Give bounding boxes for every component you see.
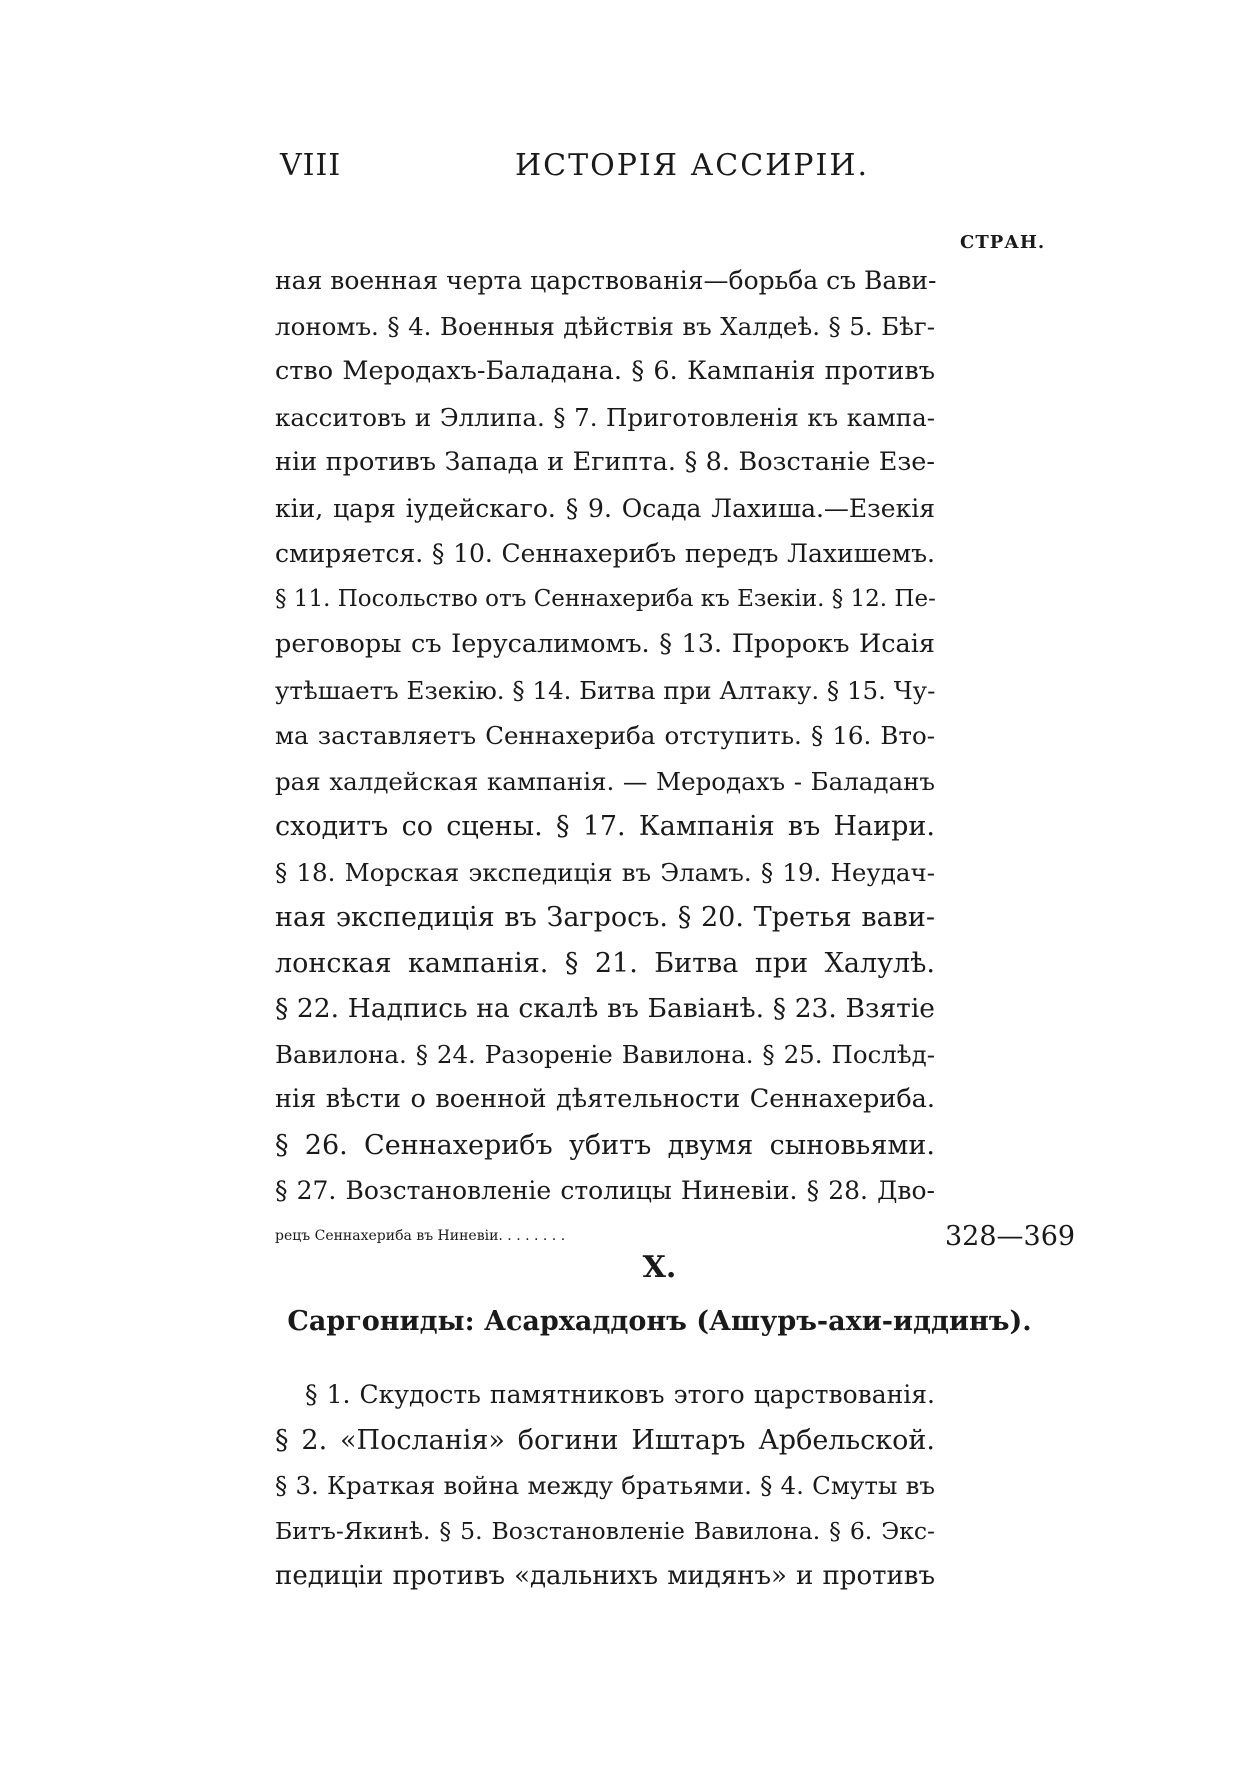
toc-line: нія вѣсти о военной дѣятельности Сеннахериба. [275, 1084, 935, 1114]
toc-entry-chapter-x [275, 1372, 935, 1600]
toc-line: Битъ-Якинѣ. § 5. Возстановленіе Вавилона. § 6. Экс- [275, 1516, 935, 1545]
chapter-title: Саргониды: Асархаддонъ (Ашуръ-ахи-иддинъ). [287, 1306, 1032, 1337]
toc-line: § 11. Посольство отъ Сеннахериба къ Езекіи. § 12. Пе- [275, 585, 936, 612]
toc-line: смиряется. § 10. Сеннахерибъ передъ Лахишемъ. [275, 539, 935, 568]
toc-line: § 3. Краткая война между братьями. § 4. Смуты въ [275, 1471, 935, 1500]
page-range: 328—369 [945, 1220, 1076, 1252]
toc-line: касситовъ и Эллипа. § 7. Приготовленія къ кампа- [275, 402, 935, 432]
toc-entry-chapter-ix [275, 258, 1076, 1259]
toc-line: ніи противъ Запада и Египта. § 8. Возстаніе Езе- [275, 447, 935, 477]
toc-line-leader: рецъ Сеннахериба въ Ниневіи. . . . . . . . [275, 1227, 566, 1244]
chapter-number: X. [642, 1250, 677, 1285]
toc-line: педиціи противъ «дальнихъ мидянъ» и противъ [275, 1561, 935, 1591]
page-column-label: СТРАН. [960, 232, 1046, 253]
toc-line: § 18. Морская экспедиція въ Эламъ. § 19. Неудач- [275, 857, 935, 887]
toc-line: лономъ. § 4. Военныя дѣйствія въ Халдеѣ. § 5. Бѣг- [275, 311, 935, 341]
toc-line: Вавилона. § 24. Разореніе Вавилона. § 25. Послѣд- [275, 1039, 935, 1069]
toc-line: § 2. «Посланія» богини Иштаръ Арбельской. [275, 1424, 935, 1456]
toc-line: § 27. Возстановленіе столицы Ниневіи. § 28. Дво- [275, 1176, 935, 1205]
toc-line: § 1. Скудость памятниковъ этого царствованія. [305, 1380, 935, 1409]
toc-line: сходитъ со сцены. § 17. Кампанія въ Наири. [275, 811, 935, 842]
running-title: ИСТОРІЯ АССИРІИ. [515, 148, 870, 183]
toc-line: лонская кампанія. § 21. Битва при Халулѣ. [275, 947, 935, 979]
toc-line: ная военная черта царствованія—борьба съ Вави- [275, 266, 937, 295]
page-header [280, 148, 1060, 188]
toc-line: утѣшаетъ Езекію. § 14. Битва при Алтаку. § 15. Чу- [275, 675, 936, 705]
toc-line: § 26. Сеннахерибъ убитъ двумя сыновьями. [275, 1129, 935, 1161]
page-number: VIII [280, 148, 342, 183]
toc-line: § 22. Надпись на скалѣ въ Бавіанѣ. § 23. Взятіе [275, 993, 935, 1024]
toc-line: ная экспедиція въ Загросъ. § 20. Третья вави- [275, 902, 935, 933]
toc-line: реговоры съ Іерусалимомъ. § 13. Пророкъ Исаія [275, 629, 935, 659]
toc-line: кіи, царя іудейскаго. § 9. Осада Лахиша.—Езекія [275, 493, 935, 523]
toc-line: рая халдейская кампанія. — Меродахъ - Баладанъ [275, 766, 935, 796]
toc-line: ство Меродахъ-Баладана. § 6. Кампанія противъ [275, 356, 935, 386]
toc-line: ма заставляетъ Сеннахериба отступить. § 16. Вто- [275, 721, 935, 750]
